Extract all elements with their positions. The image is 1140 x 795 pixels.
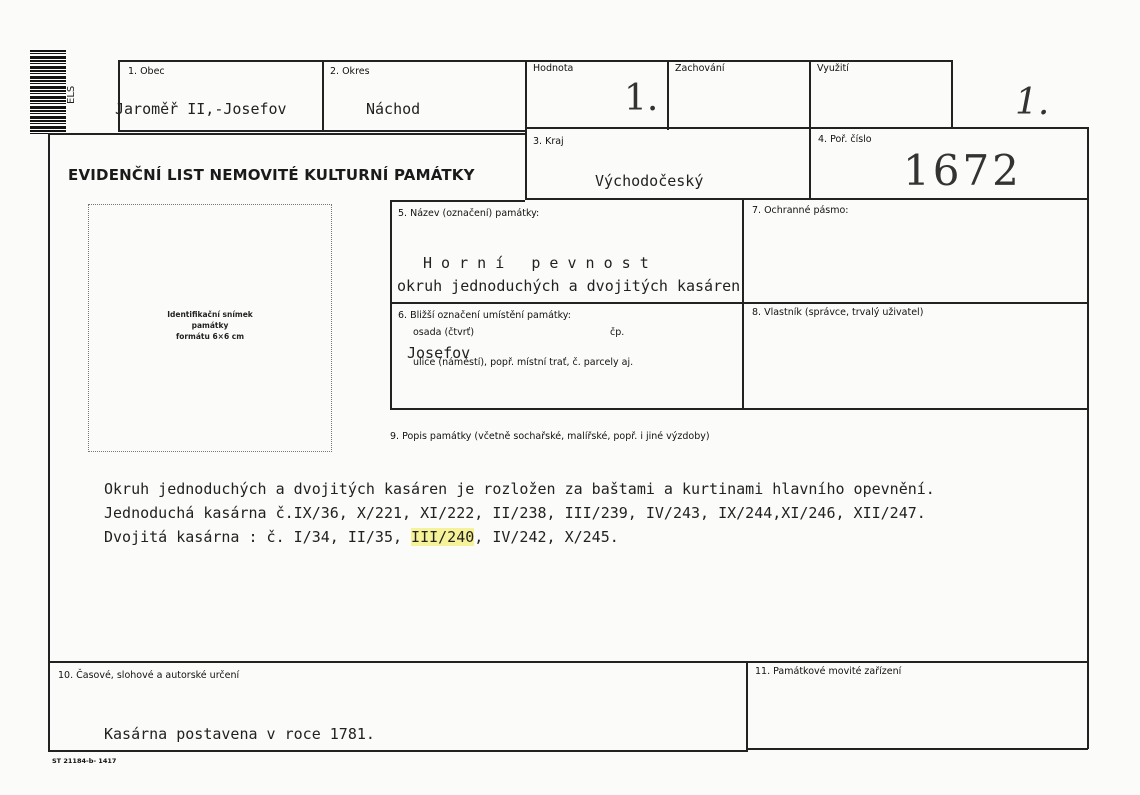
- vyuziti-label: Využití: [817, 63, 849, 74]
- rule: [525, 198, 1088, 200]
- rule: [742, 200, 744, 410]
- rule: [390, 200, 525, 202]
- cp-label: čp.: [610, 327, 625, 338]
- kraj-label: 3. Kraj: [533, 136, 564, 147]
- rule: [1087, 127, 1089, 749]
- obec-label: 1. Obec: [128, 66, 165, 77]
- rule: [390, 302, 1088, 304]
- popis-line3-start: Dvojitá kasárna : č. I/34, II/35,: [104, 528, 412, 546]
- footer-code: ST 21184-b- 1417: [52, 757, 117, 765]
- okres-label: 2. Okres: [330, 66, 370, 77]
- rule: [322, 60, 324, 132]
- popis-line3-end: , IV/242, X/245.: [474, 528, 619, 546]
- popis-label: 9. Popis památky (včetně sochařské, malířské, popř. i jiné výzdoby): [390, 431, 710, 442]
- obec-value: Jaroměř II,-Josefov: [115, 100, 287, 118]
- rule: [390, 200, 392, 410]
- rule: [525, 127, 1088, 129]
- umisteni-label: 6. Bližší označení umístění památky:: [398, 310, 571, 321]
- barcode-label: ELS: [66, 85, 77, 104]
- rule: [118, 60, 120, 132]
- vyuziti-value: 1.: [1015, 82, 1050, 123]
- hodnota-label: Hodnota: [533, 63, 574, 74]
- rule: [525, 60, 527, 200]
- zachovani-label: Zachování: [675, 63, 725, 74]
- rule: [48, 661, 1088, 663]
- nazev-line1: H o r n í p e v n o s t: [423, 254, 649, 272]
- okres-value: Náchod: [366, 100, 421, 118]
- por-cislo-label: 4. Poř. číslo: [818, 134, 872, 145]
- nazev-label: 5. Název (označení) památky:: [398, 208, 540, 219]
- rule: [48, 133, 526, 135]
- barcode: [30, 50, 66, 134]
- kraj-value: Východočeský: [595, 172, 704, 190]
- popis-line3: [104, 528, 619, 546]
- casove-value: Kasárna postavena v roce 1781.: [104, 725, 375, 743]
- form-title: EVIDENČNÍ LIST NEMOVITÉ KULTURNÍ PAMÁTKY: [68, 166, 475, 184]
- osada-label: osada (čtvrť): [413, 327, 475, 338]
- rule: [746, 661, 748, 749]
- rule: [48, 133, 50, 752]
- rule: [809, 60, 811, 200]
- popis-highlight: III/240: [411, 528, 475, 546]
- ochranne-pasmo-label: 7. Ochranné pásmo:: [752, 205, 849, 216]
- movite-label: 11. Památkové movité zařízení: [755, 666, 902, 677]
- rule: [118, 60, 952, 62]
- casove-label: 10. Časové, slohové a autorské určení: [58, 670, 240, 681]
- rule: [746, 748, 1088, 750]
- osada-value: Josefov: [407, 344, 471, 362]
- rule: [667, 60, 669, 130]
- rule: [951, 60, 953, 128]
- popis-line2: Jednoduchá kasárna č.IX/36, X/221, XI/222, II/238, III/239, IV/243, IX/244,XI/246, XII/247.: [104, 504, 926, 522]
- ulice-label: ulice (náměstí), popř. místní trať, č. parcely aj.: [413, 357, 634, 368]
- rule: [48, 750, 748, 752]
- por-cislo-value: 1672: [903, 146, 1022, 195]
- popis-line1: Okruh jednoduchých a dvojitých kasáren je rozložen za baštami a kurtinami hlavního opevnění.: [104, 480, 935, 498]
- nazev-line2: okruh jednoduchých a dvojitých kasáren: [397, 277, 741, 295]
- hodnota-value: 1.: [624, 78, 659, 119]
- photo-placeholder: [88, 204, 332, 452]
- photo-label: Identifikační snímek památky formátu 6×6 cm: [167, 310, 253, 341]
- vlastnik-label: 8. Vlastník (správce, trvalý uživatel): [752, 307, 924, 318]
- rule: [390, 408, 1088, 410]
